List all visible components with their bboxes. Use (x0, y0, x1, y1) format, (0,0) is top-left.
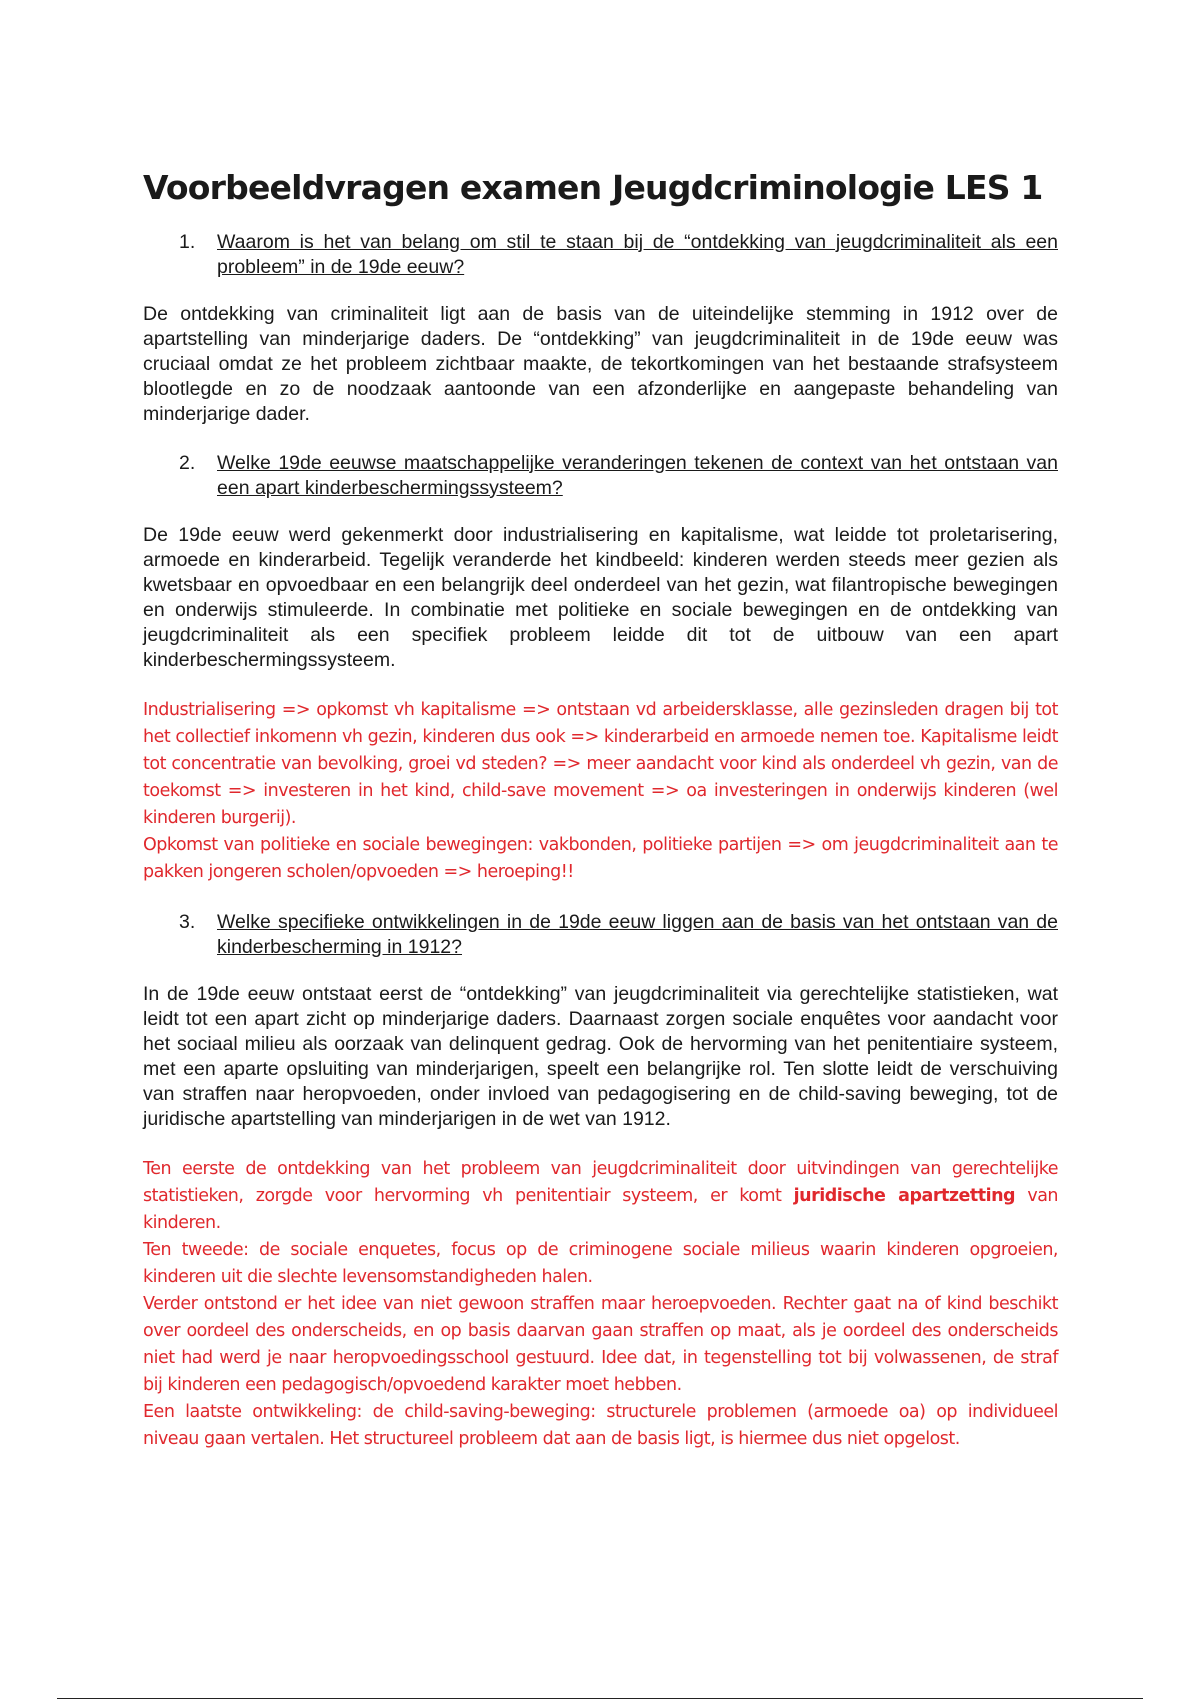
question-number: 2. (179, 451, 196, 474)
question-number: 1. (179, 230, 196, 253)
note-bold-text: juridische apartzetting (793, 1185, 1016, 1206)
question-text: Welke 19de eeuwse maatschappelijke veranderingen tekenen de context van het ontstaan van een apart kinderbeschermingssysteem? (217, 451, 1058, 499)
note-paragraph (143, 1156, 1058, 1237)
answer-1: De ontdekking van criminaliteit ligt aan de basis van de uiteindelijke stemming in 1912 over de apartstelling van minderjarige daders. De “ontdekking” van jeugdcriminaliteit in de 19de eeuw was cruciaal omdat ze het probleem zichtbaar maakte, de tekortkomingen van het bestaande strafsysteem blootlegde en zo de noodzaak aantoonde van een afzonderlijke en aangepaste behandeling van minderjarige dader. (143, 302, 1058, 425)
answer-3: In de 19de eeuw ontstaat eerst de “ontdekking” van jeugdcriminaliteit via gerechtelijke statistieken, wat leidt tot een apart zicht op minderjarige daders. Daarnaast zorgen sociale enquêtes voor aandacht voor het sociaal milieu als oorzaak van delinquent gedrag. Ook de hervorming van het penitentiaire systeem, met een aparte opsluiting van minderjarigen, speelt een belangrijke rol. Ten slotte leidt de verschuiving van straffen naar heropvoeden, onder invloed van pedagogisering en de child-saving beweging, tot de juridische apartstelling van minderjarigen in de wet van 1912. (143, 982, 1058, 1130)
question-1 (143, 230, 1058, 280)
note-paragraph: Een laatste ontwikkeling: de child-saving-beweging: structurele problemen (armoede oa) op individueel niveau gaan vertalen. Het structureel probleem dat aan de basis ligt, is hiermee dus niet opgelost. (143, 1401, 1058, 1449)
note-text: Ten eerste de ontdekking van het probleem van jeugdcriminaliteit door uitvindingen van gerechtelijke statistieken, zorgde voor hervorming vh penitentiair systeem, er komt (143, 1158, 1058, 1206)
question-2 (143, 451, 1058, 501)
note-paragraph: Verder ontstond er het idee van niet gewoon straffen maar heroepvoeden. Rechter gaat na of kind beschikt over oordeel des onderscheids, en op basis daarvan gaan straffen op maat, als je oordeel des onderscheids niet had werd je naar heropvoedingsschool gestuurd. Idee dat, in tegenstelling tot bij volwassenen, de straf bij kinderen een pedagogisch/opvoedend karakter moet hebben. (143, 1293, 1058, 1395)
note-paragraph: Opkomst van politieke en sociale bewegingen: vakbonden, politieke partijen => om jeugdcriminaliteit aan te pakken jongeren scholen/opvoeden => heroeping!! (143, 834, 1058, 882)
answer-2: De 19de eeuw werd gekenmerkt door industrialisering en kapitalisme, wat leidde tot proletarisering, armoede en kinderarbeid. Tegelijk veranderde het kindbeeld: kinderen werden steeds meer gezien als kwetsbaar en opvoedbaar en een belangrijk deel onderdeel van het gezin, wat filantropische bewegingen en onderwijs stimuleerde. In combinatie met politieke en sociale bewegingen en de ontdekking van jeugdcriminaliteit als een specifiek probleem leidde dit tot de uitbouw van een apart kinderbeschermingssysteem. (143, 523, 1058, 671)
note-text: van kinderen. (143, 1185, 1059, 1233)
question-text: Waarom is het van belang om stil te staan bij de “ontdekking van jeugdcriminaliteit als een probleem” in de 19de eeuw? (217, 230, 1058, 278)
page-title: Voorbeeldvragen examen Jeugdcriminologie LES 1 (143, 168, 1043, 207)
question-text: Welke specifieke ontwikkelingen in de 19de eeuw liggen aan de basis van het ontstaan van de kinderbescherming in 1912? (217, 910, 1058, 958)
document-content (143, 168, 1058, 1477)
notes-2 (143, 697, 1058, 886)
notes-3 (143, 1156, 1058, 1453)
note-paragraph: Ten tweede: de sociale enquetes, focus op de criminogene sociale milieus waarin kinderen opgroeien, kinderen uit die slechte levensomstandigheden halen. (143, 1239, 1058, 1287)
question-3 (143, 910, 1058, 960)
note-paragraph: Industrialisering => opkomst vh kapitalisme => ontstaan vd arbeidersklasse, alle gezinsleden dragen bij tot het collectief inkomenn vh gezin, kinderen dus ook => kinderarbeid en armoede nemen toe. Kapitalisme leidt tot concentratie van bevolking, groei vd steden? => meer aandacht voor kind als onderdeel vh gezin, van de toekomst => investeren in het kind, child-save movement => oa investeringen in onderwijs kinderen (wel kinderen burgerij). (143, 699, 1058, 828)
footer-divider (57, 1698, 1143, 1699)
question-number: 3. (179, 910, 196, 933)
